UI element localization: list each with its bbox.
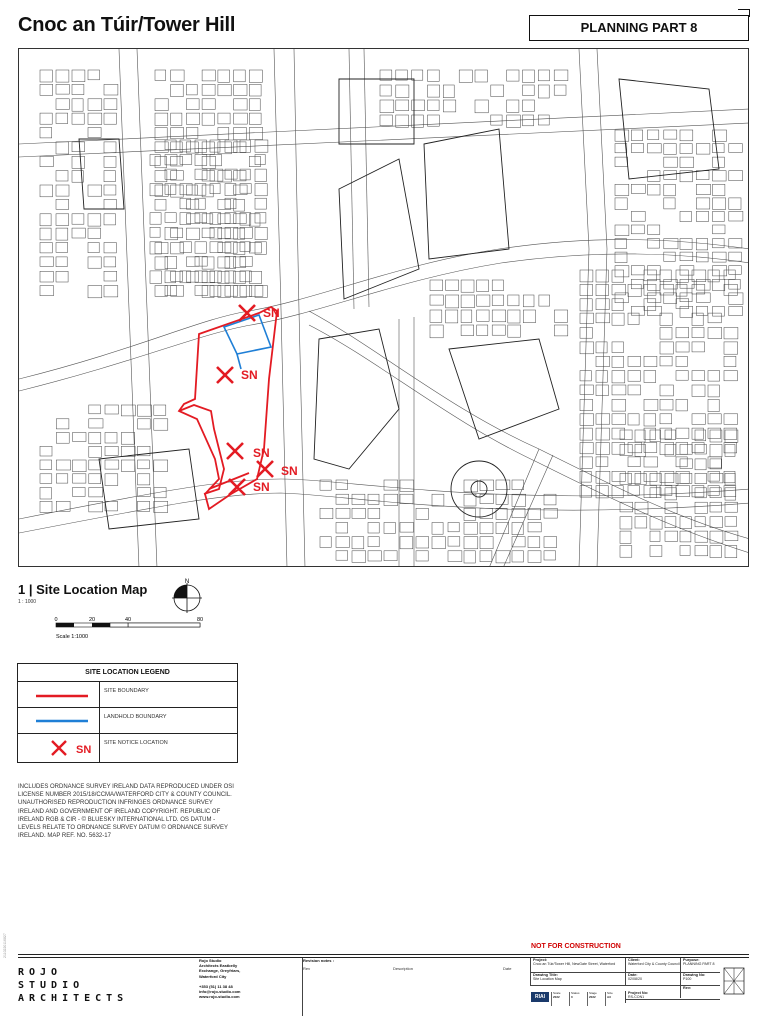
address-line: Exchange, Greyfriars, bbox=[199, 968, 241, 974]
site-notice-cross-icon bbox=[227, 443, 243, 459]
side-code: 2110220116827 bbox=[3, 933, 7, 958]
revision-heading: Revision notes : bbox=[303, 958, 334, 963]
address-line: Waterford City bbox=[199, 973, 227, 979]
site-notice-label: SN bbox=[263, 306, 280, 320]
drawing-no-cell: Drawing No: P100 bbox=[680, 973, 720, 985]
legend-label: SITE BOUNDARY bbox=[104, 688, 149, 694]
site-notice-cross-icon bbox=[217, 367, 233, 383]
logo-line: ROJO bbox=[18, 967, 63, 978]
legend-label: SITE NOTICE LOCATION bbox=[104, 740, 168, 746]
legend-row bbox=[18, 708, 237, 734]
email-link[interactable]: info@rojo-studio.com bbox=[199, 989, 241, 995]
legend-row bbox=[18, 734, 237, 762]
project-no-cell: Project No: RS-CON1 bbox=[625, 991, 680, 1003]
site-notice-label: SN bbox=[253, 446, 270, 460]
site-notice-markers bbox=[217, 305, 298, 495]
site-notice-swatch bbox=[18, 734, 100, 762]
legend-title: SITE LOCATION LEGEND bbox=[18, 664, 237, 682]
rev-cell: Rev: bbox=[680, 986, 720, 998]
stat-cell: Size A3 bbox=[605, 992, 621, 1006]
stat-cell: Scale 2022 bbox=[551, 992, 567, 1006]
site-notice-label: SN bbox=[281, 464, 298, 478]
firm-logo bbox=[18, 966, 128, 1005]
title-block-grid bbox=[530, 958, 749, 1016]
planning-part-box: PLANNING PART 8 bbox=[529, 15, 749, 41]
site-notice-label: SN bbox=[253, 480, 270, 494]
date-cell: Date: 02/08/20 bbox=[625, 973, 680, 985]
studio-mark-icon bbox=[723, 967, 745, 995]
north-label: N bbox=[184, 579, 190, 585]
phone: +353 (51) 11 38 48 bbox=[199, 983, 233, 989]
site-boundary-line bbox=[179, 307, 277, 509]
site-notice-label: SN bbox=[241, 368, 258, 382]
revision-notes bbox=[302, 958, 528, 1016]
sn-label: SN bbox=[76, 744, 92, 756]
page-title: Cnoc an Túir/Tower Hill bbox=[18, 14, 236, 36]
riai-logo: RIAI bbox=[531, 992, 549, 1002]
cross-icon bbox=[52, 741, 66, 755]
scale-bar bbox=[52, 616, 212, 642]
legend-label: LANDHOLD BOUNDARY bbox=[104, 714, 167, 720]
revision-col: Description bbox=[393, 966, 414, 971]
client-cell: Client: Waterford City & County Council bbox=[625, 958, 680, 972]
scale-label: Scale 1:1000 bbox=[56, 634, 89, 640]
firm-name: Rojo Studio bbox=[199, 958, 222, 963]
red-line-swatch bbox=[18, 682, 100, 707]
figure-scale: 1 : 1000 bbox=[18, 599, 37, 605]
address-line: Architects Eastbelly bbox=[199, 963, 238, 969]
web-link[interactable]: www.rojo-studio.com bbox=[199, 994, 240, 1000]
scale-tick: 80 bbox=[196, 617, 204, 623]
purpose-cell: Purpose: PLANNING PART 8 bbox=[680, 958, 720, 972]
scale-tick: 40 bbox=[124, 617, 132, 623]
map-drawing bbox=[19, 49, 749, 567]
stat-cell: Stage 2022 bbox=[587, 992, 603, 1006]
blue-line-swatch bbox=[18, 708, 100, 733]
logo-line: ARCHITECTS bbox=[18, 993, 129, 1004]
not-for-construction: NOT FOR CONSTRUCTION bbox=[531, 943, 621, 950]
scale-tick: 0 bbox=[54, 617, 58, 623]
divider bbox=[18, 954, 749, 955]
scale-tick: 20 bbox=[88, 617, 96, 623]
revision-col: Date bbox=[503, 966, 512, 971]
north-arrow-icon bbox=[171, 577, 203, 613]
crop-mark bbox=[749, 9, 750, 17]
site-location-legend bbox=[17, 663, 238, 763]
revision-col: Rev bbox=[303, 966, 311, 971]
stat-cell: Status 0 bbox=[569, 992, 585, 1006]
site-location-map[interactable] bbox=[18, 48, 749, 567]
logo-line: STUDIO bbox=[18, 980, 85, 991]
project-cell: Project: Cnoc an Túir/Tower Hill, NewGate Street, Waterford bbox=[530, 958, 625, 972]
copyright-notice: INCLUDES ORDNANCE SURVEY IRELAND DATA REPRODUCED UNDER OSI LICENSE NUMBER 2015/18/CCMA/WATERFORD CITY & COUNTY COUNCIL. UNAUTHORISED REPRODUCTION INFRINGES ORDNANCE SURVEY IRELAND AND GOVERNMENT OF IRELAND COPYRIGHT. REPUBLIC OF IRELAND RGB & CIR - © BLUESKY INTERNATIONAL LTD. OS DATUM - LEVELS RELATE TO ORDNANCE SURVEY DATUM © ORDNANCE SURVEY IRELAND. MAP REF. NO. 5632-17 bbox=[18, 784, 234, 840]
figure-caption: 1 | Site Location Map bbox=[18, 582, 148, 597]
firm-contact bbox=[199, 958, 299, 999]
drawing-title-cell: Drawing Title: Site Location Map bbox=[530, 973, 625, 985]
legend-row bbox=[18, 682, 237, 708]
